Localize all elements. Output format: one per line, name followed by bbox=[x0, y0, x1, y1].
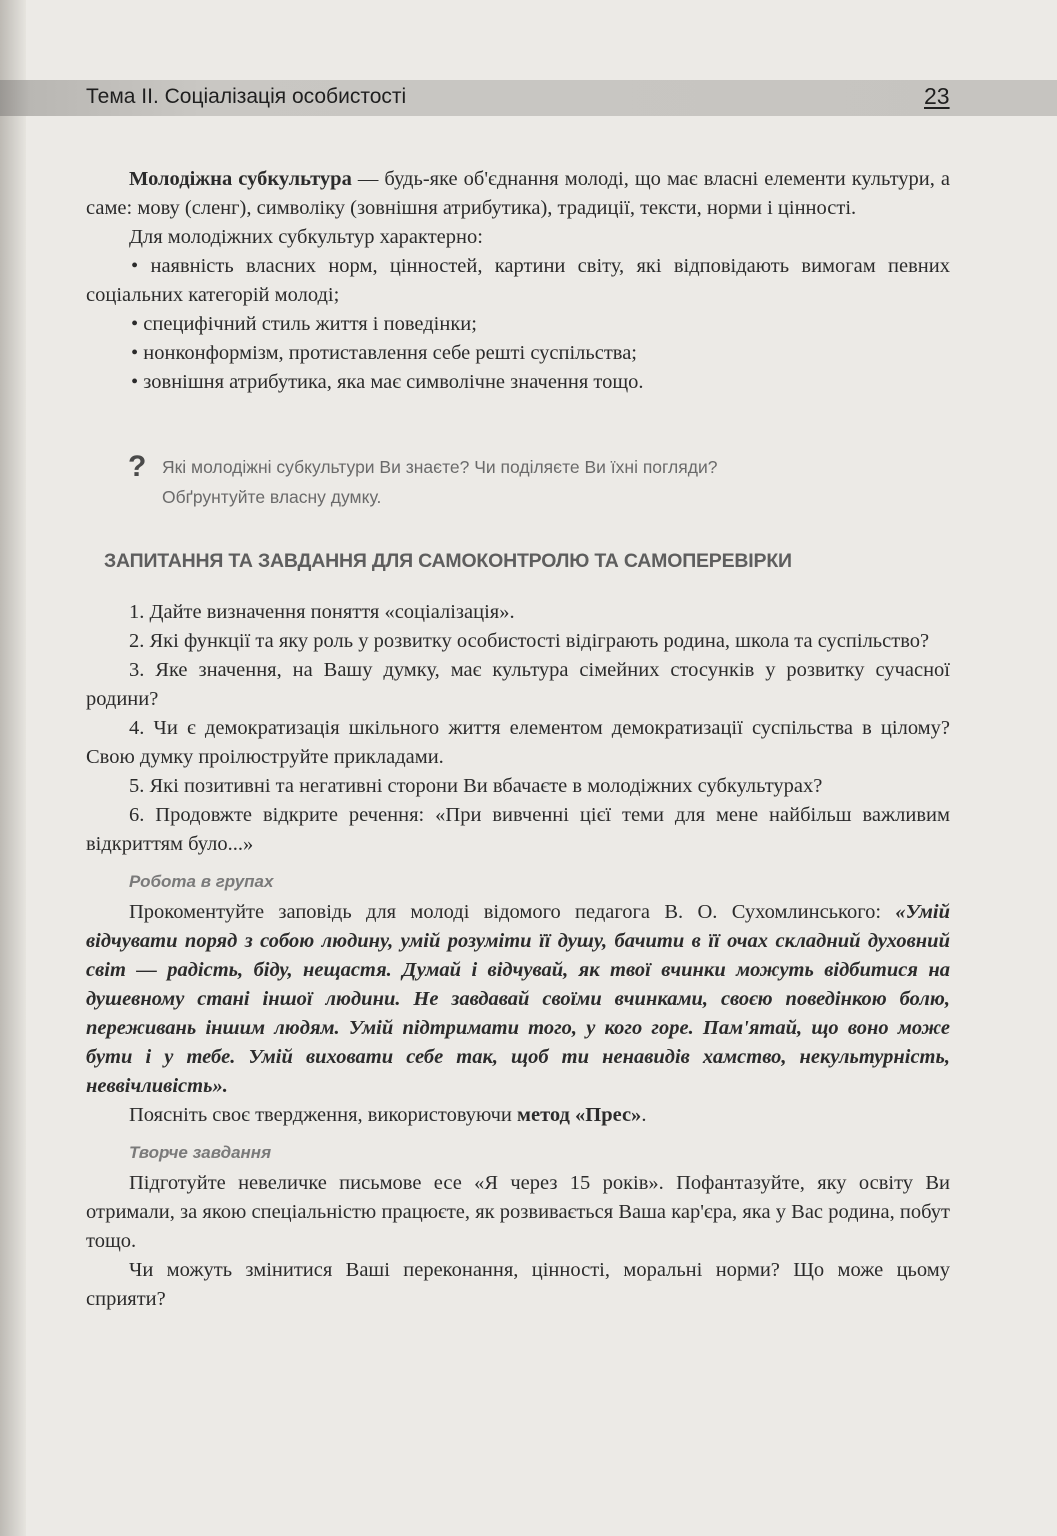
page-number: 23 bbox=[924, 83, 950, 109]
discussion-question-line: Які молодіжні субкультури Ви знаєте? Чи поділяєте Ви їхні погляди? bbox=[162, 457, 718, 477]
questions-list bbox=[86, 598, 950, 1314]
question-item: 3. Яке значення, на Вашу думку, має культура сімейних стосунків у розвитку сучасної родини? bbox=[86, 659, 950, 710]
group-work-heading: Робота в групах bbox=[129, 872, 274, 891]
feature-item: • наявність власних норм, цінностей, картини світу, які відповідають вимогам певних соціальних категорій молоді; bbox=[86, 255, 950, 306]
creative-task-paragraph: Підготуйте невеличке письмове есе «Я через 15 років». Пофантазуйте, яку освіту Ви отримали, за якою спеціальністю працюєте, як розвивається Ваша кар'єра, яка у Вас родина, побут тощо. bbox=[86, 1172, 950, 1252]
creative-task-heading: Творче завдання bbox=[129, 1143, 272, 1162]
definition-text: — будь-яке об'єднання молоді, що має власні елементи культури, а саме: мову (сленг), символіку (зовнішня атрибутика), традиції, тексти, норми і цінності. bbox=[86, 168, 950, 219]
page-edge-shadow bbox=[0, 0, 26, 1536]
question-item: 5. Які позитивні та негативні сторони Ви вбачаєте в молодіжних субкультурах? bbox=[129, 775, 823, 797]
explain-end: . bbox=[641, 1104, 647, 1126]
question-item: 4. Чи є демократизація шкільного життя елементом демократизації суспільства в цілому? Свою думку проілюструйте прикладами. bbox=[86, 717, 950, 768]
explain-text: Поясніть своє твердження, використовуючи bbox=[129, 1104, 517, 1126]
feature-item: • нонконформізм, протиставлення себе решті суспільства; bbox=[131, 342, 638, 364]
running-header bbox=[0, 80, 1057, 116]
feature-item: • специфічний стиль життя і поведінки; bbox=[131, 313, 477, 335]
creative-task-paragraph: Чи можуть змінитися Ваші переконання, цінності, моральні норми? Що може цьому сприяти? bbox=[86, 1259, 950, 1310]
sukhomlynsky-quote: «Умій відчувати поряд з собою людину, умій розуміти її душу, бачити в її очах складний духовний світ — радість, біду, нещастя. Думай і відчувай, як твої вчинки можуть відбитися на душевному стані іншої людини. Не завдавай своїми вчинками, своєю поведінкою болю, переживань іншим людям. Умій підтримати того, у кого горе. Пам'ятай, що воно може бути і у тебе. Умій виховати себе так, щоб ти ненавидів хамство, некультурність, неввічливість». bbox=[86, 901, 950, 1097]
question-item: 6. Продовжте відкрите речення: «При вивченні цієї теми для мене найбільш важливим відкриттям було...» bbox=[86, 804, 950, 855]
definition-paragraph bbox=[86, 165, 950, 223]
question-item: 1. Дайте визначення поняття «соціалізація». bbox=[129, 601, 515, 623]
question-mark-icon: ? bbox=[128, 450, 147, 483]
features-intro: Для молодіжних субкультур характерно: bbox=[129, 226, 483, 248]
section-heading: ЗАПИТАННЯ ТА ЗАВДАННЯ ДЛЯ САМОКОНТРОЛЮ ТА САМОПЕРЕВІРКИ bbox=[104, 550, 792, 572]
group-work-intro: Прокоментуйте заповідь для молоді відомого педагога В. О. Сухомлинського: bbox=[129, 901, 896, 923]
discussion-question-line: Обґрунтуйте власну думку. bbox=[162, 487, 382, 507]
feature-item: • зовнішня атрибутика, яка має символічне значення тощо. bbox=[131, 371, 644, 393]
group-work-paragraph bbox=[86, 898, 950, 1101]
chapter-title: Тема ІІ. Соціалізація особистості bbox=[86, 85, 407, 108]
explain-paragraph bbox=[86, 1101, 950, 1130]
question-item: 2. Які функції та яку роль у розвитку особистості відіграють родина, школа та суспільство? bbox=[129, 630, 930, 652]
discussion-question-box bbox=[128, 452, 928, 512]
method-name: метод «Прес» bbox=[517, 1104, 642, 1126]
definition-block bbox=[86, 165, 950, 397]
definition-term: Молодіжна субкультура bbox=[129, 168, 352, 190]
